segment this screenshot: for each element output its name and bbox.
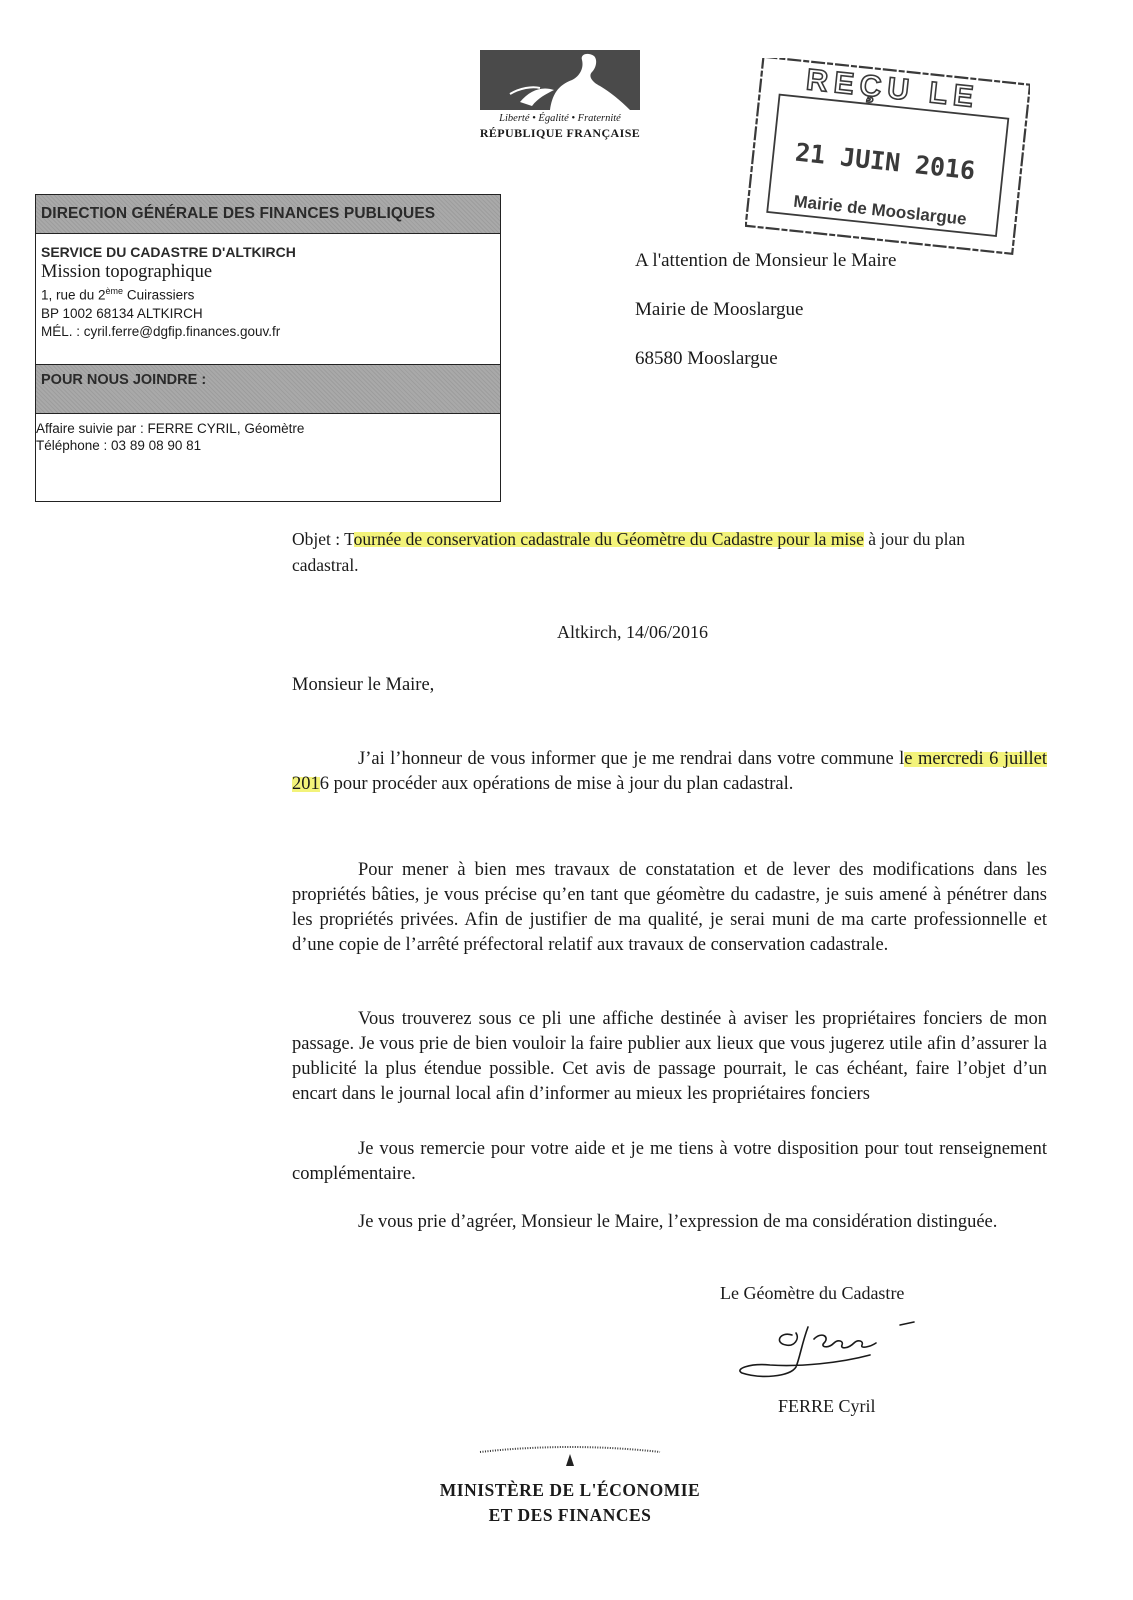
motto: Liberté • Égalité • Fraternité xyxy=(499,113,621,124)
email-address[interactable]: MÉL. : cyril.ferre@dgfip.finances.gouv.fr xyxy=(41,323,281,339)
paragraph-visit-date: J’ai l’honneur de vous informer que je me rendrai dans votre commune le mercredi 6 juillet 2016 pour procéder aux opérations de mise à jour du plan cadastral. xyxy=(292,749,1047,794)
recipient-attention: A l'attention de Monsieur le Maire xyxy=(635,250,897,271)
service-name: SERVICE DU CADASTRE D'ALTKIRCH xyxy=(41,244,296,260)
paragraph-thanks: Je vous remercie pour votre aide et je me tiens à votre disposition pour tout renseignement complémentaire. xyxy=(292,1139,1047,1184)
stamp-place: Mairie de Mooslargue xyxy=(792,191,968,229)
republique-francaise-logo xyxy=(470,50,650,141)
phone-number: Téléphone : 03 89 08 90 81 xyxy=(36,438,202,453)
followed-by: Affaire suivie par : FERRE CYRIL, Géomètre xyxy=(36,421,305,436)
postal-address: BP 1002 68134 ALTKIRCH xyxy=(41,305,203,321)
signature-title: Le Géomètre du Cadastre xyxy=(720,1283,905,1303)
received-stamp xyxy=(745,58,1030,273)
republic-name: RÉPUBLIQUE FRANÇAISE xyxy=(479,126,641,140)
handwritten-signature xyxy=(730,1313,940,1393)
street-address: 1, rue du 2ème Cuirassiers xyxy=(41,286,195,303)
paragraph-work: Pour mener à bien mes travaux de constatation et de lever des modifications dans les propriétés bâties, je vous précise qu’en tant que géomètre du cadastre, je suis amené à pénétrer dans les propriétés privées. Afin de justifier de ma qualité, je serai muni de ma carte professionnelle et d’une copie de l’arrêté préfectoral relatif aux travaux de conservation cadastrale. xyxy=(292,860,1047,955)
place-date: Altkirch, 14/06/2016 xyxy=(557,622,708,642)
sender-box xyxy=(35,194,501,502)
signatory-name: FERRE Cyril xyxy=(778,1396,876,1416)
recipient-town-hall: Mairie de Mooslargue xyxy=(635,299,804,320)
paragraph-closing: Je vous prie d’agréer, Monsieur le Maire, l’expression de ma considération distinguée. xyxy=(358,1212,998,1232)
service-block xyxy=(36,234,500,364)
marianne-logo-icon xyxy=(480,50,640,110)
contact-block xyxy=(36,414,500,453)
letter-subject: Objet : Tournée de conservation cadastrale du Géomètre du Cadastre pour la mise à jour du plan cadastral. xyxy=(292,529,965,575)
directorate-band: DIRECTION GÉNÉRALE DES FINANCES PUBLIQUES xyxy=(36,195,500,234)
ministry-name: MINISTÈRE DE L'ÉCONOMIE ET DES FINANCES xyxy=(439,1480,701,1525)
paragraph-poster: Vous trouverez sous ce pli une affiche destinée à aviser les propriétaires fonciers de mon passage. Je vous prie de bien vouloir la faire publier aux lieux que vous jugerez utile afin d’assurer la publicité la plus étendue possible. Cet avis de passage pourrait, le cas échéant, faire l’objet d’un encart dans le journal local afin d’informer au mieux les propriétaires fonciers xyxy=(292,1009,1047,1104)
ministry-footer xyxy=(380,1442,760,1528)
subject-highlight: ournée de conservation cadastrale du Géomètre du Cadastre pour la mise xyxy=(353,529,864,549)
stamp-date: 21 JUIN 2016 xyxy=(793,137,977,186)
recipient-city: 68580 Mooslargue xyxy=(635,348,778,369)
ministry-emblem-icon xyxy=(470,1442,670,1470)
stamp-header: REÇU LE xyxy=(804,63,981,115)
visit-date-highlight: e mercredi 6 juillet 201 xyxy=(292,749,1047,794)
salutation: Monsieur le Maire, xyxy=(292,675,435,695)
mission-name: Mission topographique xyxy=(41,262,213,282)
contact-band: POUR NOUS JOINDRE : xyxy=(36,364,500,414)
